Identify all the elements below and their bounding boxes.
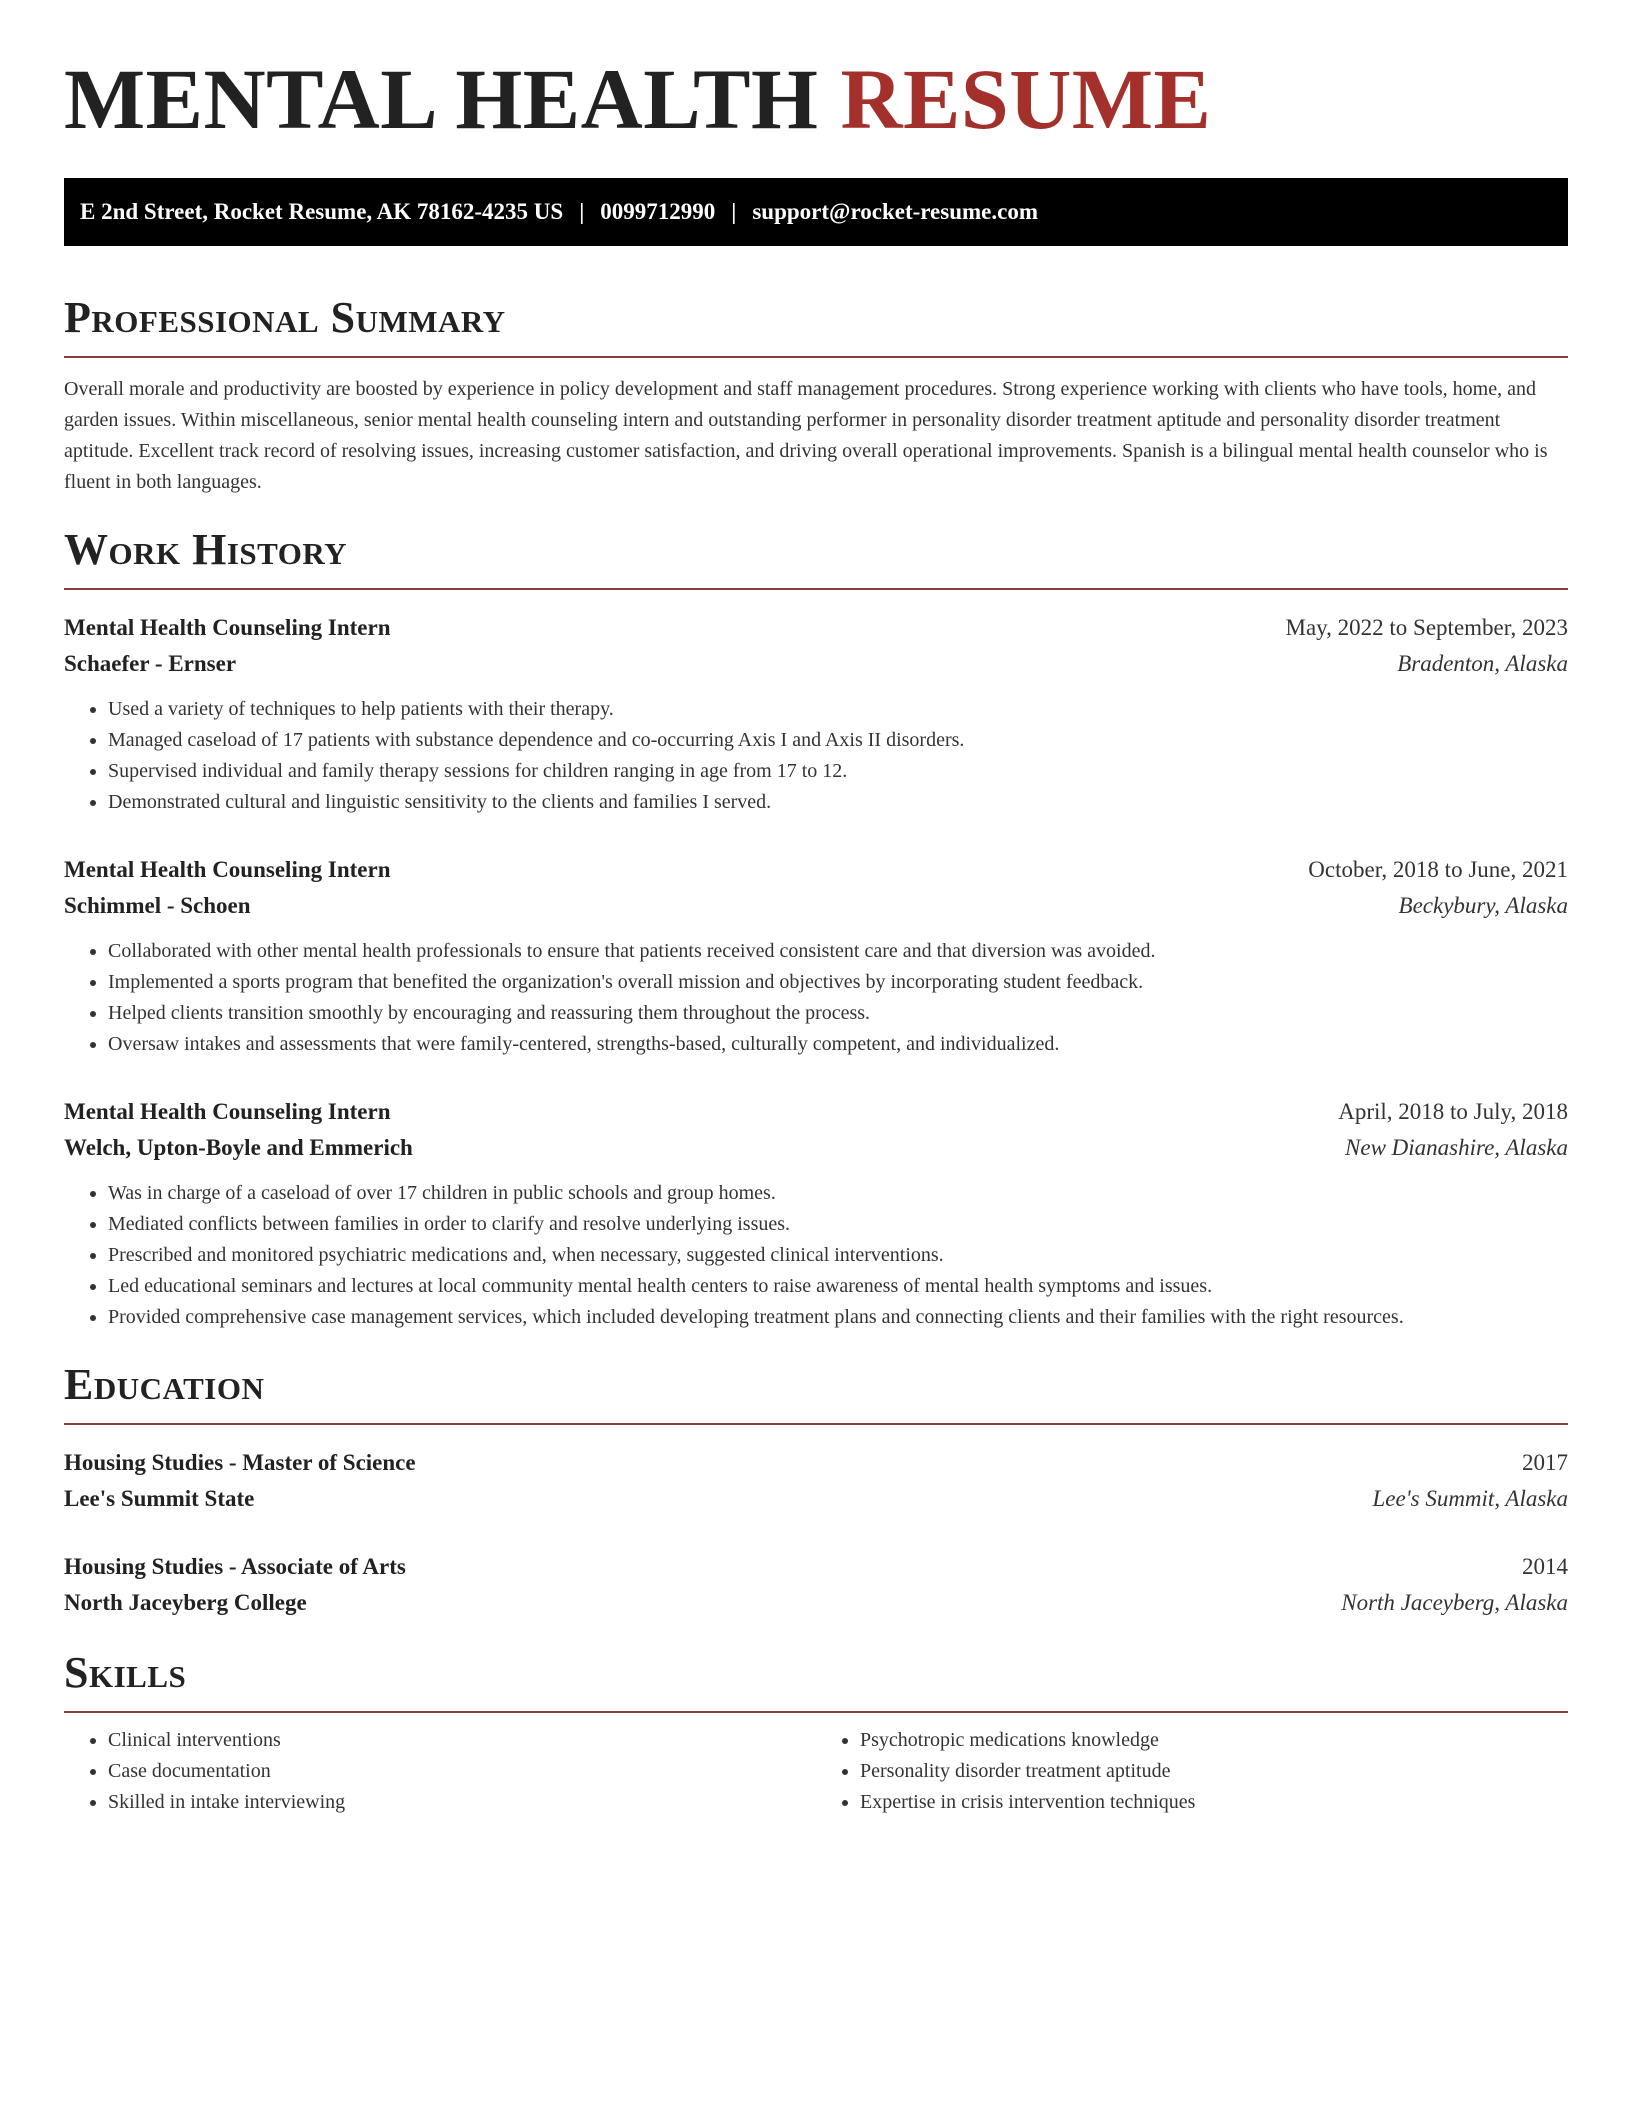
contact-separator: | <box>579 199 585 224</box>
job-dates: October, 2018 to June, 2021 <box>1308 857 1568 882</box>
job-bullet: • Used a variety of techniques to help patients with their therapy. <box>108 694 1568 725</box>
job-company-row <box>64 888 1568 924</box>
job-location: Bradenton, Alaska <box>1397 651 1568 676</box>
job-bullet: • Oversaw intakes and assessments that were family-centered, strengths-based, culturally competent, and individualized. <box>108 1029 1568 1060</box>
education-school-row <box>64 1481 1568 1517</box>
education-degree: Housing Studies - Associate of Arts <box>64 1554 406 1579</box>
job-title: Mental Health Counseling Intern <box>64 857 391 882</box>
job-entry <box>64 1094 1568 1333</box>
skills-column-left <box>64 1725 816 1818</box>
work-history-section <box>64 525 1568 1333</box>
job-entry <box>64 610 1568 818</box>
job-company: Schimmel - Schoen <box>64 893 251 918</box>
job-dates: April, 2018 to July, 2018 <box>1338 1099 1568 1124</box>
education-section <box>64 1360 1568 1621</box>
job-company-row <box>64 1130 1568 1166</box>
job-entry <box>64 852 1568 1060</box>
resume-title-accent: RESUME <box>840 51 1212 147</box>
skills-heading: Skills <box>64 1648 187 1697</box>
job-bullet: • Prescribed and monitored psychiatric medications and, when necessary, suggested clinical interventions. <box>108 1240 1568 1271</box>
work-history-heading: Work History <box>64 525 348 574</box>
job-company: Welch, Upton-Boyle and Emmerich <box>64 1135 413 1160</box>
skill-item: • Psychotropic medications knowledge <box>860 1725 1568 1756</box>
education-school: Lee's Summit State <box>64 1486 255 1511</box>
job-header-row <box>64 852 1568 888</box>
skill-item: • Expertise in crisis intervention techniques <box>860 1787 1568 1818</box>
job-header-row <box>64 1094 1568 1130</box>
education-degree: Housing Studies - Master of Science <box>64 1450 416 1475</box>
job-bullet: • Led educational seminars and lectures at local community mental health centers to raise awareness of mental health symptoms and issues. <box>108 1271 1568 1302</box>
skill-item: • Clinical interventions <box>108 1725 816 1756</box>
job-location: New Dianashire, Alaska <box>1345 1135 1568 1160</box>
job-bullet: • Demonstrated cultural and linguistic sensitivity to the clients and families I served. <box>108 787 1568 818</box>
skills-grid <box>64 1725 1568 1818</box>
job-title: Mental Health Counseling Intern <box>64 1099 391 1124</box>
job-location: Beckybury, Alaska <box>1398 893 1568 918</box>
education-entry <box>64 1445 1568 1517</box>
skills-section <box>64 1648 1568 1818</box>
job-bullet: • Managed caseload of 17 patients with substance dependence and co-occurring Axis I and Axis II disorders. <box>108 725 1568 756</box>
education-year: 2014 <box>1522 1554 1568 1579</box>
education-location: Lee's Summit, Alaska <box>1372 1486 1568 1511</box>
education-location: North Jaceyberg, Alaska <box>1341 1590 1568 1615</box>
education-header-row <box>64 1445 1568 1481</box>
job-bullet: • Collaborated with other mental health professionals to ensure that patients received consistent care and that diversion was avoided. <box>108 936 1568 967</box>
job-company: Schaefer - Ernser <box>64 651 237 676</box>
job-bullet: • Helped clients transition smoothly by encouraging and reassuring them throughout the process. <box>108 998 1568 1029</box>
section-divider <box>64 1423 1568 1425</box>
education-year: 2017 <box>1522 1450 1568 1475</box>
resume-title <box>64 51 1568 147</box>
education-school: North Jaceyberg College <box>64 1590 307 1615</box>
job-bullets <box>64 936 1568 1060</box>
skills-column-right <box>816 1725 1568 1818</box>
education-school-row <box>64 1585 1568 1621</box>
job-bullet: • Implemented a sports program that benefited the organization's overall mission and objectives by incorporating student feedback. <box>108 967 1568 998</box>
job-header-row <box>64 610 1568 646</box>
contact-email: support@rocket-resume.com <box>752 199 1038 224</box>
job-bullet: • Supervised individual and family therapy sessions for children ranging in age from 17 to 12. <box>108 756 1568 787</box>
job-bullets <box>64 694 1568 818</box>
skill-item: • Personality disorder treatment aptitude <box>860 1756 1568 1787</box>
section-divider <box>64 356 1568 358</box>
job-bullet: • Was in charge of a caseload of over 17 children in public schools and group homes. <box>108 1178 1568 1209</box>
section-divider <box>64 588 1568 590</box>
education-heading: Education <box>64 1360 265 1409</box>
summary-heading: Professional Summary <box>64 293 506 342</box>
contact-separator: | <box>731 199 737 224</box>
job-bullet: • Provided comprehensive case management services, which included developing treatment plans and connecting clients and their families with the right resources. <box>108 1302 1568 1333</box>
contact-bar <box>64 178 1568 246</box>
job-bullet: • Mediated conflicts between families in order to clarify and resolve underlying issues. <box>108 1209 1568 1240</box>
resume-title-main: MENTAL HEALTH <box>64 51 819 147</box>
job-title: Mental Health Counseling Intern <box>64 615 391 640</box>
summary-section <box>64 293 1568 498</box>
job-dates: May, 2022 to September, 2023 <box>1285 615 1568 640</box>
education-header-row <box>64 1549 1568 1585</box>
skill-item: • Case documentation <box>108 1756 816 1787</box>
contact-address: E 2nd Street, Rocket Resume, AK 78162-4235 US <box>80 199 564 224</box>
education-entry <box>64 1549 1568 1621</box>
job-company-row <box>64 646 1568 682</box>
section-divider <box>64 1711 1568 1713</box>
contact-phone: 0099712990 <box>600 199 716 224</box>
skill-item: • Skilled in intake interviewing <box>108 1787 816 1818</box>
summary-text: Overall morale and productivity are boosted by experience in policy development and staff management procedures. Strong experience working with clients who have tools, home, and garden issues. Within miscellaneous, senior mental health counseling intern and outstanding performer in personality disorder treatment aptitude and personality disorder treatment aptitude. Excellent track record of resolving issues, increasing customer satisfaction, and driving overall operational improvements. Spanish is a bilingual mental health counselor who is fluent in both languages. <box>64 378 1548 493</box>
job-bullets <box>64 1178 1568 1333</box>
